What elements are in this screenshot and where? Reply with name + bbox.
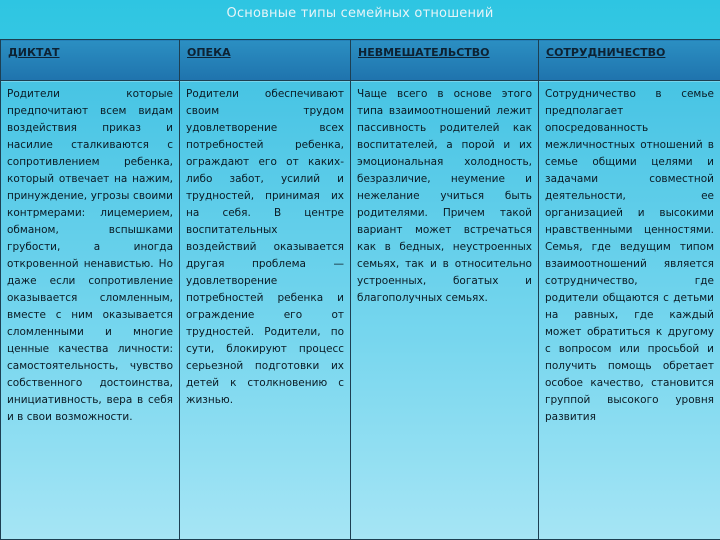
description-dictate: Родители которые предпочитают всем видам воздействия приказ и насилие сталкиваются с сопротивлением ребенка, который отвечает на нажим, принуждение, угрозы своими контрмерами: лицемерием, обманом, вспышками грубости, а иногда откровенной ненавистью. Но даже если сопротивление оказывается сломленным, вместе с ним оказывается сломленными и многие ценные качества личности: самостоятельность, чувство собственного достоинства, инициативность, вера в себя и в свои возможности. xyxy=(7,88,173,423)
column-header-non-interference: НЕВМЕШАТЕЛЬСТВО xyxy=(358,46,490,59)
column-header-guardianship: ОПЕКА xyxy=(187,46,231,59)
header-cell-cooperation xyxy=(539,40,720,81)
column-header-cooperation: СОТРУДНИЧЕСТВО xyxy=(546,46,666,59)
cell-cooperation xyxy=(539,81,720,540)
header-row xyxy=(1,40,720,81)
description-cooperation: Сотрудничество в семье предполагает опосредованность межличностных отношений в семье общими целями и задачами совместной деятельности, ее организацией и высокими нравственными ценностями. Семья, где ведущим типом взаимоотношений является сотрудничество, где родители общаются с детьми на равных, где каждый может обратиться к другому с вопросом или просьбой и получить помощь обретает особое качество, становится группой высокого уровня развития xyxy=(545,88,714,423)
table-row xyxy=(1,81,720,540)
column-header-dictate: ДИКТАТ xyxy=(8,46,60,59)
family-relations-table xyxy=(0,39,720,540)
cell-guardianship xyxy=(180,81,351,540)
cell-non-interference xyxy=(351,81,539,540)
cell-dictate xyxy=(1,81,180,540)
header-cell-dictate xyxy=(1,40,180,81)
slide-title: Основные типы семейных отношений xyxy=(226,6,494,21)
description-non-interference: Чаще всего в основе этого типа взаимоотношений лежит пассивность родителей как воспитателей, а порой и их эмоциональная холодность, безразличие, неумение и нежелание учиться быть родителями. Причем такой вариант может встречаться как в бедных, неустроенных семьях, так и в относительно устроенных, богатых и благополучных семьях. xyxy=(357,88,532,304)
header-cell-non-interference xyxy=(351,40,539,81)
description-guardianship: Родители обеспечивают своим трудом удовлетворение всех потребностей ребенка, ограждают его от каких-либо забот, усилий и трудностей, принимая их на себя. В центре воспитательных воздействий оказывается другая проблема — удовлетворение потребностей ребенка и ограждение его от трудностей. Родители, по сути, блокируют процесс серьезной подготовки их детей к столкновению с жизнью. xyxy=(186,88,344,406)
header-cell-guardianship xyxy=(180,40,351,81)
